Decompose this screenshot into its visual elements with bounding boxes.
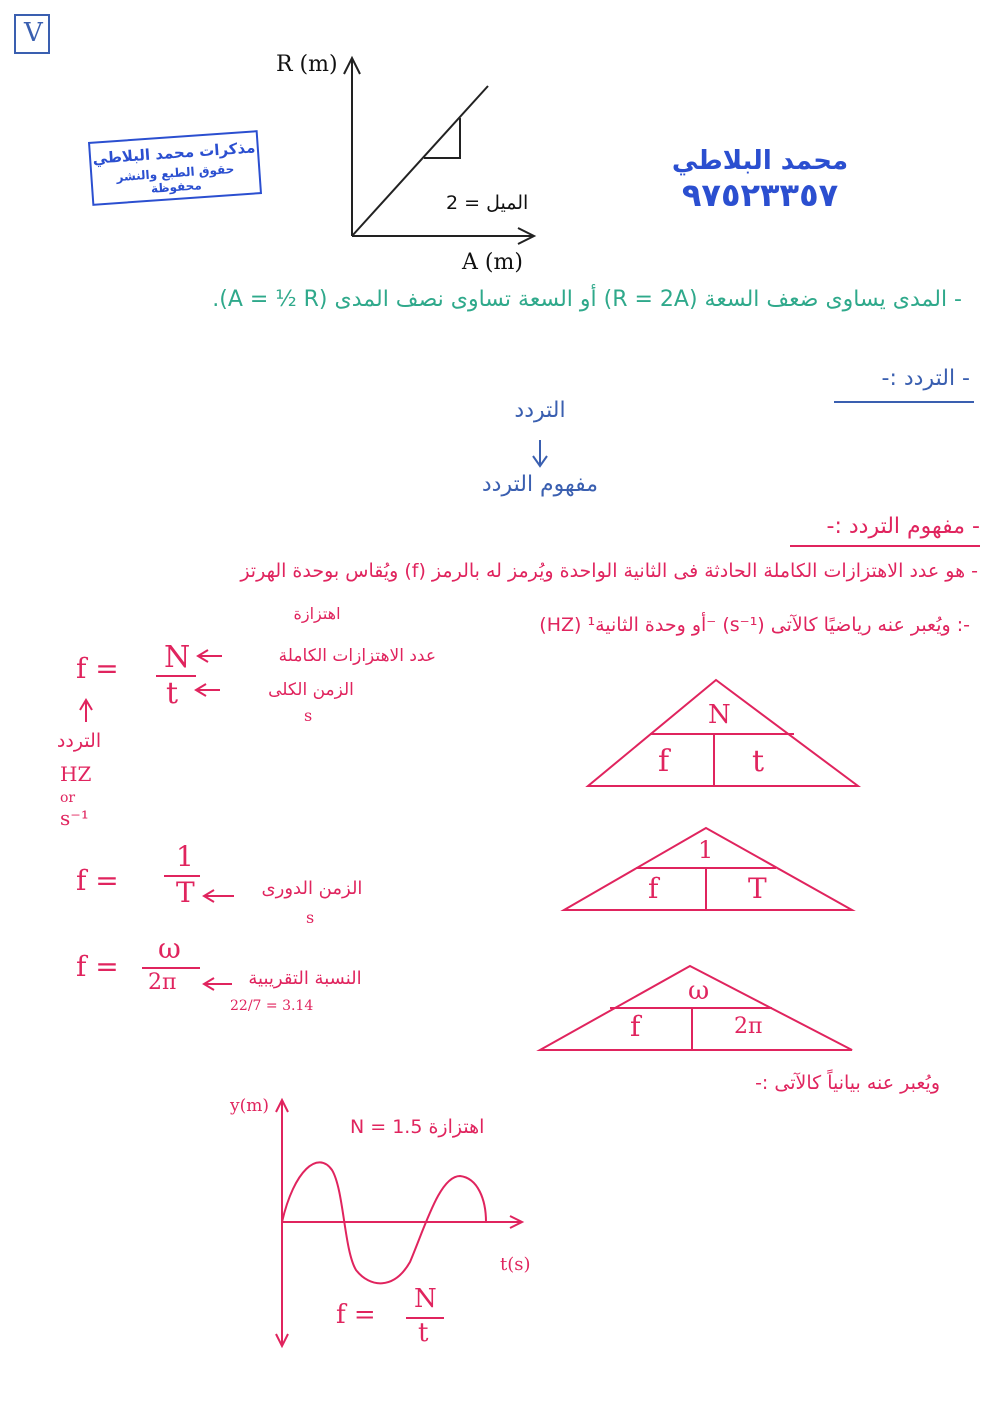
flow-bottom: مفهوم التردد (481, 472, 599, 497)
triangle2-right: T (748, 872, 767, 905)
formula2-note: الزمن الدورى (261, 878, 363, 899)
formula2-den: T (176, 876, 195, 909)
triangle3-left: f (630, 1010, 641, 1043)
formula3-lhs: f = (76, 950, 119, 983)
concept-heading: - مفهوم التردد :- (826, 514, 980, 539)
unit-or: or (60, 790, 76, 806)
formula1-arrows (80, 650, 234, 990)
flow-top: التردد (514, 398, 566, 423)
section-frequency-heading: - التردد :- (881, 366, 970, 391)
triangle2-top: 1 (698, 836, 714, 864)
wave-formula-den: t (418, 1318, 429, 1348)
stamp-line2: حقوق الطبع والنشر محفوظة (116, 161, 235, 196)
wave-formula-lhs: f = (336, 1300, 376, 1330)
frequency-symbol-note: التردد (56, 730, 102, 752)
triangle2-left: f (648, 872, 659, 905)
formula1-den-note: الزمن الكلى (268, 680, 354, 700)
range-y-label: R (m) (276, 52, 338, 77)
unit-per-second: s⁻¹ (60, 806, 89, 830)
formula3-num: ω (158, 932, 181, 965)
author-name: محمد البلاطي (671, 146, 849, 176)
triangle3-right: 2π (734, 1014, 763, 1039)
triangle1-top: N (708, 700, 731, 730)
flow-arrow (533, 440, 547, 466)
formula1-den-unit: s (304, 706, 313, 725)
page-number: V (24, 18, 43, 48)
wave-n-label: N = 1.5 اهتزازة (350, 1116, 485, 1138)
formula2-num: 1 (176, 840, 194, 873)
wave-y-label: y(m) (230, 1096, 269, 1116)
graphical-text: ويُعبر عنه بيانياً كالآتى :- (755, 1072, 940, 1094)
formula3-note: النسبة التقريبية (248, 968, 362, 989)
triangle3-top: ω (688, 976, 710, 1006)
range-statement: - المدى يساوى ضعف السعة (R = 2A) أو السعة تساوى نصف المدى (A = ½ R). (212, 287, 962, 312)
formula1-num-note: عدد الاهتزازات الكاملة (278, 646, 436, 666)
definition-line1: - هو عدد الاهتزازات الكاملة الحادثة فى الثانية الواحدة ويُرمز له بالرمز (f) ويُقاس بوحدة الهرتز (240, 560, 978, 582)
unit-hz: HZ (60, 762, 92, 786)
triangle1-left: f (658, 744, 670, 779)
formula1-lhs: f = (76, 652, 119, 685)
definition-line2: (HZ) أو وحدة الثانية¹⁻ (s⁻¹) ويُعبر عنه رياضيًا كالآتى :- (539, 614, 970, 636)
author-phone: ٩٧٥٢٣٣٥٧ (681, 176, 839, 214)
formula2-unit: s (306, 908, 315, 927)
triangle1-right: t (752, 744, 765, 779)
formula2-lhs: f = (76, 864, 119, 897)
oscillation-word: اهتزازة (293, 604, 341, 623)
formula3-den: 2π (148, 970, 177, 995)
wave-x-label: t(s) (500, 1254, 531, 1275)
stamp-line1: مذكرات محمد البلاطي (91, 138, 256, 168)
slope-label: الميل = 2 (446, 192, 529, 214)
formula3-approx: 22/7 = 3.14 (230, 998, 314, 1014)
formula1-den: t (166, 676, 179, 711)
range-graph (344, 58, 534, 244)
formula1-num: N (164, 640, 191, 675)
range-x-label: A (m) (462, 250, 523, 275)
wave-formula-num: N (414, 1284, 437, 1314)
